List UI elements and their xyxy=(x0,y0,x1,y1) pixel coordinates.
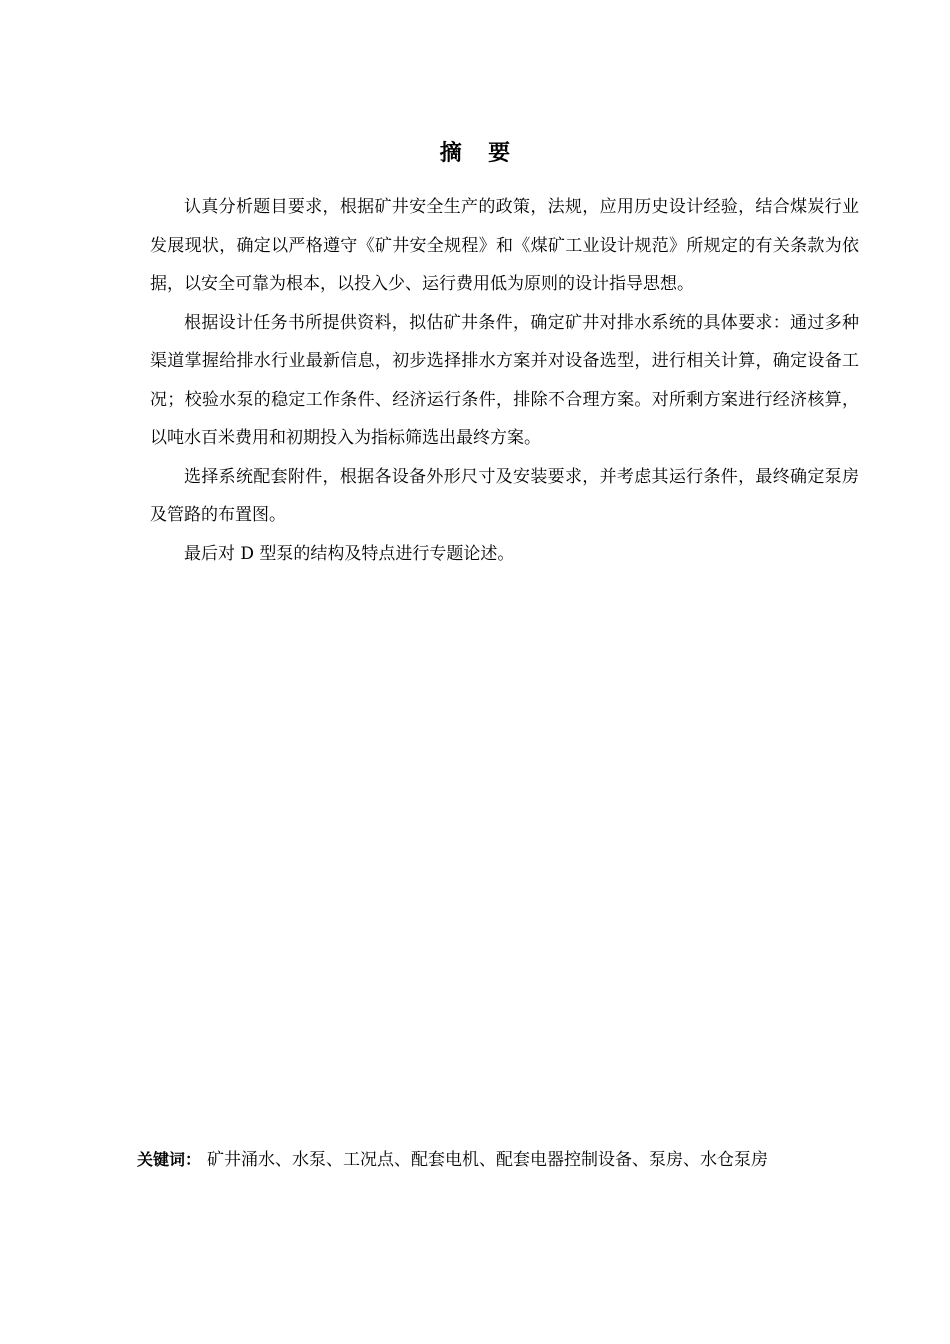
keywords-line xyxy=(137,1145,862,1175)
keywords-text: 矿井涌水、水泵、工况点、配套电机、配套电器控制设备、泵房、水仓泵房 xyxy=(207,1150,769,1170)
abstract-paragraph-1: 认真分析题目要求，根据矿井安全生产的政策，法规，应用历史设计经验，结合煤炭行业发展现状，确定以严格遵守《矿井安全规程》和《煤矿工业设计规范》所规定的有关条款为依据，以安全可靠为根本，以投入少、运行费用低为原则的设计指导思想。 xyxy=(150,197,859,294)
abstract-paragraph-3: 选择系统配套附件，根据各设备外形尺寸及安装要求，并考虑其运行条件，最终确定泵房及管路的布置图。 xyxy=(150,466,859,525)
abstract-body xyxy=(150,188,859,573)
abstract-paragraph-4: 最后对 D 型泵的结构及特点进行专题论述。 xyxy=(184,543,515,564)
keywords-label: 关键词： xyxy=(137,1150,202,1169)
abstract-paragraph-2: 根据设计任务书所提供资料，拟估矿井条件，确定矿井对排水系统的具体要求：通过多种渠道掌握给排水行业最新信息，初步选择排水方案并对设备选型，进行相关计算，确定设备工况；校验水泵的稳定工作条件、经济运行条件，排除不合理方案。对所剩方案进行经济核算，以吨水百米费用和初期投入为指标筛选出最终方案。 xyxy=(150,312,859,448)
abstract-title: 摘要 xyxy=(439,141,537,166)
